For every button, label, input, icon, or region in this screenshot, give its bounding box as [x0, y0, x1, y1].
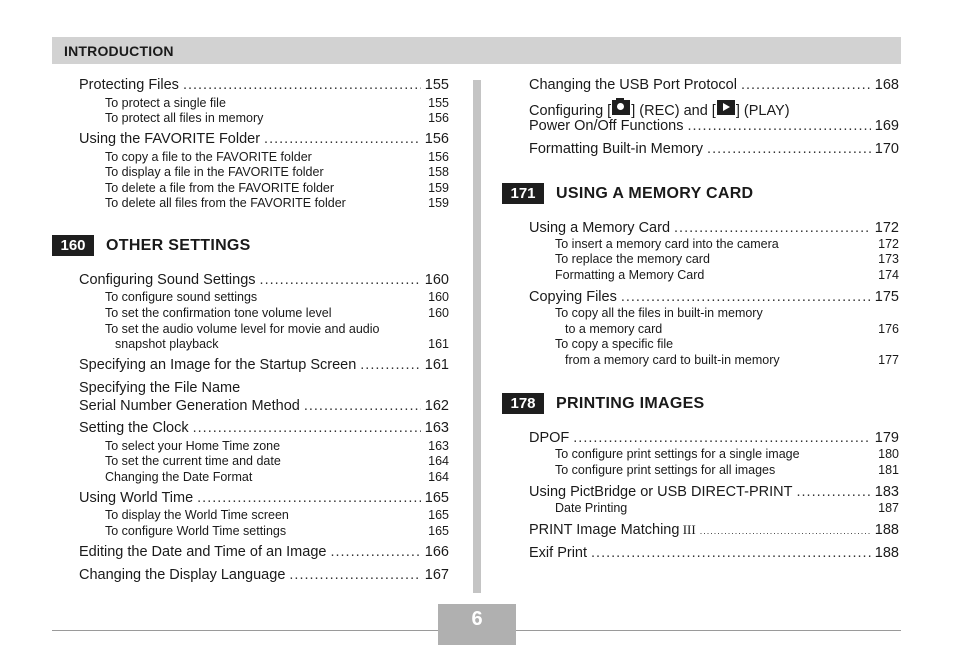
toc-subentry[interactable] [115, 337, 449, 353]
toc-subentry[interactable] [555, 252, 899, 268]
toc-subentry[interactable] [105, 322, 449, 338]
toc-subentry[interactable] [105, 470, 449, 486]
entry-title-suffix: III [679, 522, 696, 537]
toc-subentry[interactable] [105, 306, 449, 322]
entry-title[interactable]: To replace the memory card [555, 252, 710, 266]
toc-entry[interactable] [529, 118, 899, 136]
toc-entry[interactable] [529, 430, 899, 448]
page-ref[interactable]: 164 [428, 470, 449, 484]
toc-entry[interactable] [79, 77, 449, 95]
entry-title[interactable]: Exif Print [529, 545, 588, 561]
play-icon [717, 100, 735, 115]
toc-entry[interactable] [79, 357, 449, 375]
dot-leader [360, 357, 421, 373]
page-number: 6 [471, 608, 483, 630]
entry-title[interactable]: To configure sound settings [105, 290, 258, 304]
page-ref[interactable]: 167 [424, 567, 449, 583]
page-ref[interactable]: 163 [428, 439, 449, 453]
toc-subentry[interactable] [105, 165, 449, 181]
entry-title[interactable]: To configure print settings for all images [555, 463, 776, 477]
toc-entry[interactable] [529, 289, 899, 307]
page-ref[interactable]: 168 [874, 77, 899, 93]
page-ref[interactable]: 159 [428, 196, 449, 210]
toc-subentry[interactable] [555, 237, 899, 253]
entry-title[interactable]: from a memory card to built-in memory [565, 353, 780, 367]
dot-leader [573, 430, 871, 446]
section-heading [502, 393, 705, 414]
entry-title[interactable]: PRINT Image Matching [529, 522, 680, 538]
entry-title[interactable]: To display a file in the FAVORITE folder [105, 165, 324, 179]
entry-title[interactable]: To copy a file to the FAVORITE folder [105, 150, 312, 164]
entry-title[interactable]: To select your Home Time zone [105, 439, 281, 453]
entry-title[interactable]: Power On/Off Functions [529, 118, 684, 134]
dot-leader [687, 118, 870, 134]
entry-title[interactable]: Protecting Files [79, 77, 179, 93]
header-title: INTRODUCTION [64, 43, 174, 59]
page-ref[interactable]: 170 [874, 141, 899, 157]
page-ref[interactable]: 188 [874, 522, 899, 538]
section-page-number[interactable]: 160 [52, 235, 94, 256]
entry-title[interactable]: To protect a single file [105, 96, 226, 110]
entry-title[interactable]: To copy all the files in built-in memory [555, 306, 763, 320]
entry-title[interactable]: Changing the Display Language [79, 567, 286, 583]
page-ref[interactable]: 172 [878, 237, 899, 251]
dot-leader [183, 77, 421, 93]
toc-subentry[interactable] [105, 96, 449, 112]
dot-leader [621, 289, 871, 305]
page-ref[interactable]: 172 [874, 220, 899, 236]
dot-leader [674, 220, 871, 236]
page-ref[interactable]: 188 [874, 545, 899, 561]
header-bar [52, 37, 901, 64]
toc-entry[interactable] [79, 272, 449, 290]
page-ref[interactable]: 164 [428, 454, 449, 468]
page-ref[interactable]: 180 [878, 447, 899, 461]
entry-title[interactable]: Changing the USB Port Protocol [529, 77, 737, 93]
entry-title[interactable]: To delete all files from the FAVORITE folder [105, 196, 346, 210]
toc-entry[interactable] [529, 141, 899, 159]
page-ref[interactable]: 187 [878, 501, 899, 515]
page-ref[interactable]: 165 [428, 508, 449, 522]
dot-leader [304, 398, 421, 414]
page-ref[interactable]: 174 [878, 268, 899, 282]
toc-entry-configuring[interactable] [529, 100, 899, 118]
dot-leader [741, 77, 871, 93]
entry-title[interactable]: Setting the Clock [79, 420, 189, 436]
page-ref[interactable]: 156 [424, 131, 449, 147]
entry-title[interactable]: Using the FAVORITE Folder [79, 131, 261, 147]
page-ref[interactable]: 166 [424, 544, 449, 560]
dot-leader [260, 272, 421, 288]
entry-title[interactable]: To configure print settings for a single image [555, 447, 800, 461]
page-ref[interactable]: 159 [428, 181, 449, 195]
toc-subentry[interactable] [105, 111, 449, 127]
dot-leader [264, 131, 421, 147]
dot-leader [193, 420, 421, 436]
entry-title[interactable]: ] (PLAY) [735, 103, 790, 119]
entry-title[interactable]: Serial Number Generation Method [79, 398, 300, 414]
page-ref[interactable]: 176 [878, 322, 899, 336]
page-ref[interactable]: 165 [424, 490, 449, 506]
dot-leader [197, 490, 421, 506]
dot-leader [707, 141, 871, 157]
entry-title[interactable]: to a memory card [565, 322, 663, 336]
toc-subentry[interactable] [555, 463, 899, 479]
entry-title[interactable]: To protect all files in memory [105, 111, 264, 125]
section-title: PRINTING IMAGES [556, 394, 705, 412]
entry-title[interactable]: To copy a specific file [555, 337, 674, 351]
dot-leader [289, 567, 420, 583]
page-ref[interactable]: 160 [424, 272, 449, 288]
toc-subentry[interactable] [565, 322, 899, 338]
dot-leader [330, 544, 420, 560]
entry-title[interactable]: Formatting Built-in Memory [529, 141, 704, 157]
toc-entry[interactable] [79, 380, 449, 398]
page-ref[interactable]: 165 [428, 524, 449, 538]
entry-title[interactable]: To delete a file from the FAVORITE folder [105, 181, 335, 195]
toc-entry[interactable] [79, 567, 449, 585]
toc-subentry[interactable] [555, 447, 899, 463]
toc-entry[interactable] [529, 484, 899, 502]
entry-title[interactable]: Using World Time [79, 490, 194, 506]
page-ref[interactable]: 160 [428, 306, 449, 320]
toc-entry[interactable] [79, 490, 449, 508]
entry-title[interactable]: To set the confirmation tone volume level [105, 306, 332, 320]
entry-title[interactable]: To configure World Time settings [105, 524, 287, 538]
section-title: OTHER SETTINGS [106, 236, 251, 254]
toc-entry[interactable] [529, 522, 899, 540]
entry-title[interactable]: Changing the Date Format [105, 470, 253, 484]
toc-subentry[interactable] [555, 306, 899, 322]
toc-subentry[interactable] [105, 508, 449, 524]
page-ref[interactable]: 181 [878, 463, 899, 477]
toc-subentry[interactable] [555, 268, 899, 284]
entry-title[interactable]: Configuring Sound Settings [79, 272, 256, 288]
entry-title[interactable]: To set the current time and date [105, 454, 281, 468]
section-heading [52, 235, 251, 256]
page-ref[interactable]: 162 [424, 398, 449, 414]
page-ref[interactable]: 156 [428, 111, 449, 125]
page-ref[interactable]: 160 [428, 290, 449, 304]
entry-title[interactable]: To set the audio volume level for movie and audio [105, 322, 380, 336]
toc-subentry[interactable] [105, 196, 449, 212]
page-ref[interactable]: 169 [874, 118, 899, 134]
entry-title[interactable]: Using a Memory Card [529, 220, 671, 236]
toc-subentry[interactable] [555, 337, 899, 353]
toc-entry[interactable] [529, 77, 899, 95]
page-ref[interactable]: 161 [428, 337, 449, 351]
page-ref[interactable]: 156 [428, 150, 449, 164]
entry-title[interactable]: To display the World Time screen [105, 508, 289, 522]
entry-title[interactable]: DPOF [529, 430, 570, 446]
dot-leader [591, 545, 871, 561]
entry-title[interactable]: snapshot playback [115, 337, 219, 351]
toc-entry[interactable] [529, 220, 899, 238]
page-ref[interactable]: 183 [874, 484, 899, 500]
toc-entry[interactable] [79, 398, 449, 416]
entry-title[interactable]: Editing the Date and Time of an Image [79, 544, 327, 560]
entry-title[interactable]: Formatting a Memory Card [555, 268, 705, 282]
toc-subentry[interactable] [555, 501, 899, 517]
entry-title[interactable]: Date Printing [555, 501, 628, 515]
entry-title[interactable]: Configuring [ [529, 103, 612, 119]
toc-entry[interactable] [79, 544, 449, 562]
toc-entry[interactable] [79, 131, 449, 149]
section-heading [502, 183, 753, 204]
toc-entry[interactable] [529, 545, 899, 563]
section-title: USING A MEMORY CARD [556, 184, 754, 202]
column-divider [473, 80, 481, 593]
page-ref[interactable]: 175 [874, 289, 899, 305]
page-ref[interactable]: 155 [424, 77, 449, 93]
toc-subentry[interactable] [105, 150, 449, 166]
camera-icon [612, 100, 630, 115]
page-ref[interactable]: 155 [428, 96, 449, 110]
entry-title[interactable]: Specifying an Image for the Startup Screen [79, 357, 357, 373]
toc-subentry[interactable] [565, 353, 899, 369]
toc-subentry[interactable] [105, 181, 449, 197]
toc-subentry[interactable] [105, 524, 449, 540]
page-ref[interactable]: 179 [874, 430, 899, 446]
entry-title[interactable]: ] (REC) and [ [631, 103, 716, 119]
toc-entry[interactable] [79, 420, 449, 438]
entry-title[interactable]: To insert a memory card into the camera [555, 237, 779, 251]
dot-leader [796, 484, 870, 500]
dot-leader [700, 526, 871, 536]
toc-subentry[interactable] [105, 454, 449, 470]
page-ref[interactable]: 161 [424, 357, 449, 373]
toc-subentry[interactable] [105, 439, 449, 455]
page-ref[interactable]: 158 [428, 165, 449, 179]
toc-subentry[interactable] [105, 290, 449, 306]
page-number-box [438, 604, 516, 645]
section-page-number[interactable]: 178 [502, 393, 544, 414]
page-ref[interactable]: 177 [878, 353, 899, 367]
entry-title[interactable]: Copying Files [529, 289, 617, 305]
page-ref[interactable]: 173 [878, 252, 899, 266]
entry-title[interactable]: Specifying the File Name [79, 380, 241, 396]
section-page-number[interactable]: 171 [502, 183, 544, 204]
entry-title[interactable]: Using PictBridge or USB DIRECT-PRINT [529, 484, 793, 500]
page-ref[interactable]: 163 [424, 420, 449, 436]
